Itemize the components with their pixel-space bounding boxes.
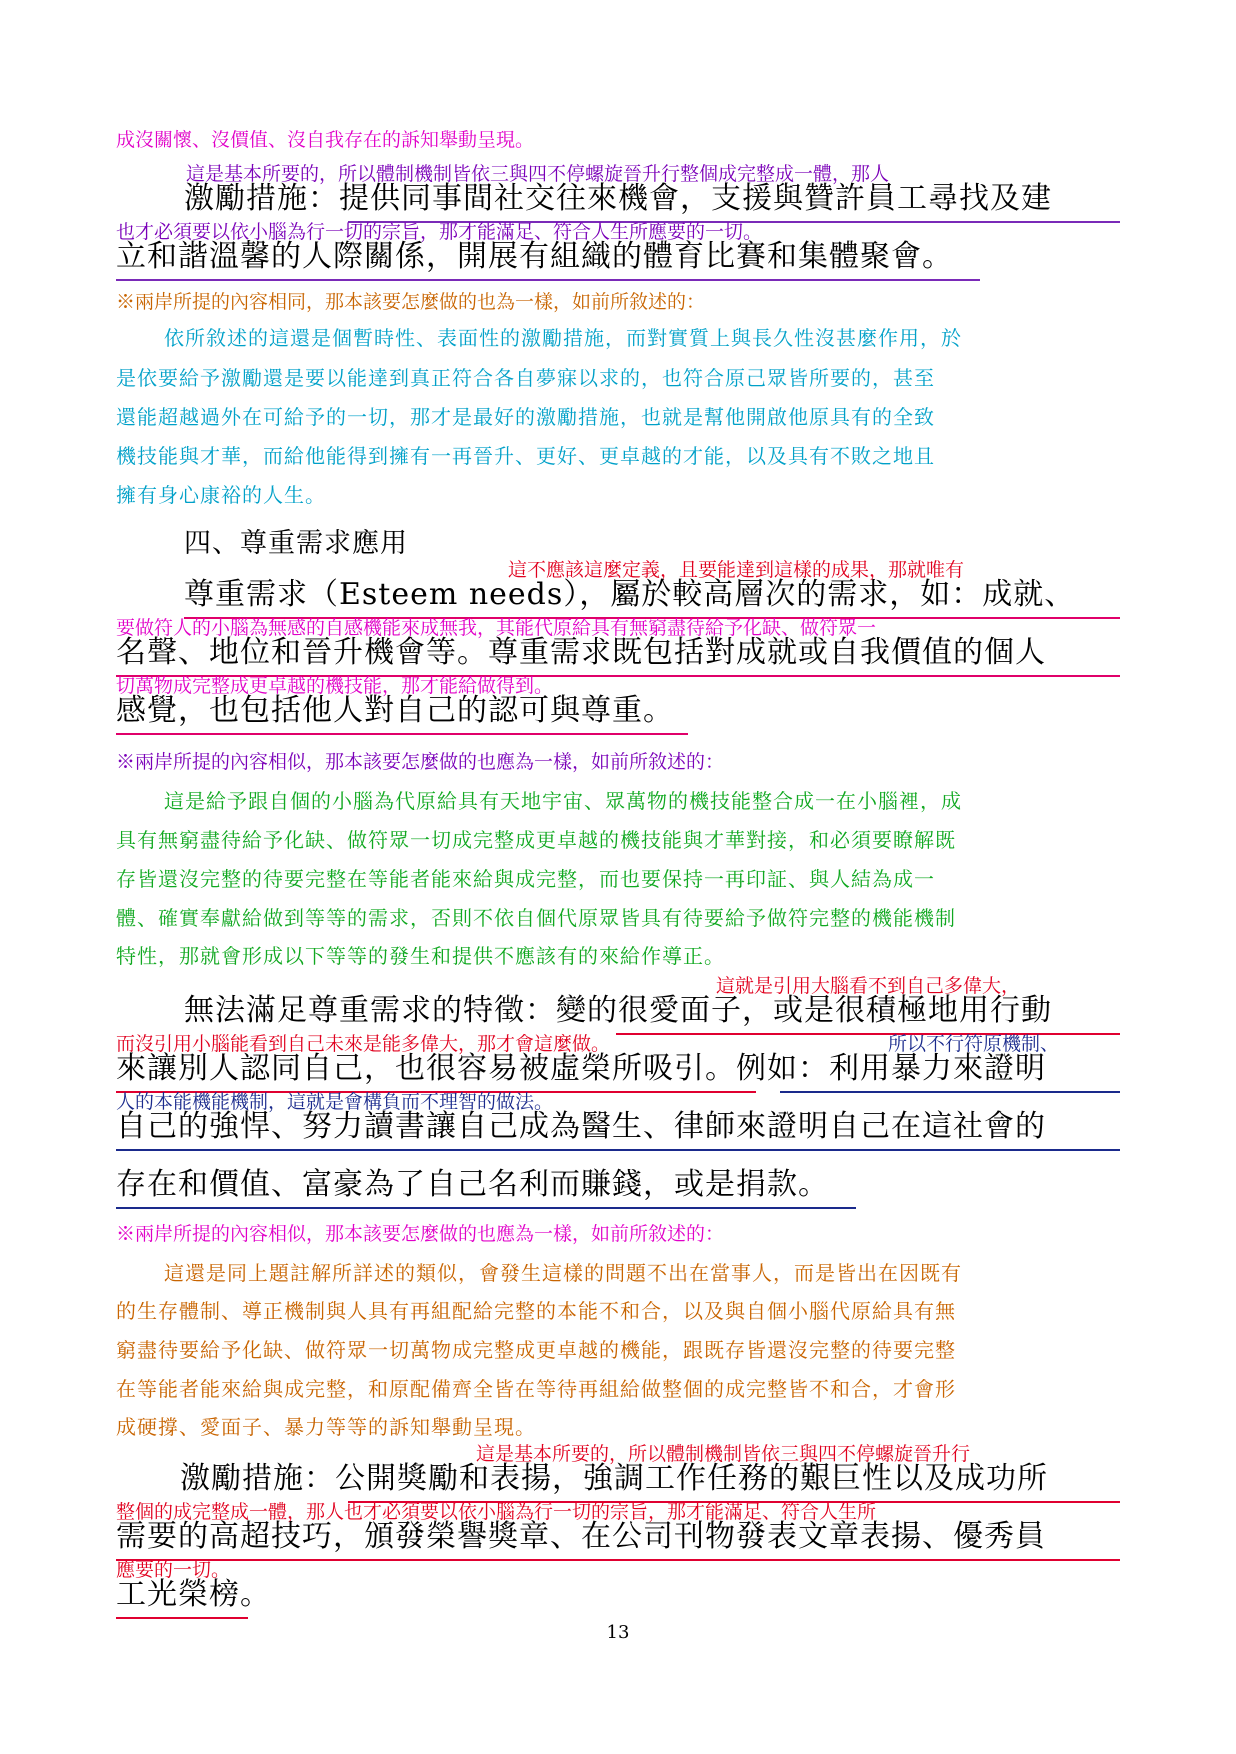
- paragraph-line: 體、確實奉獻給做到等等的需求，否則不依自個代原眾皆具有待要給予做符完整的機能機制: [116, 906, 956, 930]
- note-line: ※兩岸所提的內容相似，那本該要怎麼做的也應為一樣，如前所敘述的：: [116, 751, 725, 773]
- body-line: 工光榮榜。: [116, 1577, 271, 1612]
- paragraph-line: 這是給予跟自個的小腦為代原給具有天地宇宙、眾萬物的機技能整合成一在小腦裡，成: [164, 789, 962, 813]
- paragraph-line: 依所敘述的這還是個暫時性、表面性的激勵措施，而對實質上與長久性沒甚麼作用，於: [164, 326, 962, 350]
- underline: [116, 1207, 856, 1209]
- section-heading: 四、尊重需求應用: [184, 528, 408, 559]
- body-line: 自己的強悍、努力讀書讓自己成為醫生、律師來證明自己在這社會的: [116, 1109, 1046, 1144]
- body-line: 激勵措施：公開獎勵和表揚，強調工作任務的艱巨性以及成功所: [180, 1461, 1048, 1496]
- annotation-line: 要做符人的小腦為無感的自感機能來成無我，其能代原給具有無窮盡待給予化缺、做符眾一: [116, 617, 877, 639]
- paragraph-line: 這還是同上題註解所詳述的類似，會發生這樣的問題不出在當事人，而是皆出在因既有: [164, 1261, 962, 1285]
- underline: [780, 1091, 1120, 1093]
- annotation-line: 所以不行符原機制、: [888, 1033, 1060, 1055]
- paragraph-line: 具有無窮盡待給予化缺、做符眾一切成完整成更卓越的機技能與才華對接，和必須要瞭解既: [116, 828, 956, 852]
- underline: [116, 1617, 248, 1619]
- annotation-line: 成沒關懷、沒價值、沒自我存在的訴知舉動呈現。: [116, 129, 535, 151]
- annotation-line: 這不應該這麼定義，且要能達到這樣的成果，那就唯有: [508, 559, 965, 581]
- paragraph-line: 窮盡待要給予化缺、做符眾一切萬物成完整成更卓越的機能，跟既存皆還沒完整的待要完整: [116, 1338, 956, 1362]
- paragraph-line: 還能超越過外在可給予的一切，那才是最好的激勵措施，也就是幫他開啟他原具有的全致: [116, 405, 935, 429]
- paragraph-line: 機技能與才華，而給他能得到擁有一再晉升、更好、更卓越的才能，以及具有不敗之地且: [116, 444, 935, 468]
- paragraph-line: 成硬撐、愛面子、暴力等等的訴知舉動呈現。: [116, 1415, 536, 1439]
- body-line: 名聲、地位和晉升機會等。尊重需求既包括對成就或自我價值的個人: [116, 635, 1046, 670]
- note-line: ※兩岸所提的內容相似，那本該要怎麼做的也應為一樣，如前所敘述的：: [116, 1223, 725, 1245]
- annotation-line: 這是基本所要的，所以體制機制皆依三與四不停螺旋晉升行: [476, 1443, 971, 1465]
- page-number: 13: [606, 1622, 630, 1643]
- paragraph-line: 的生存體制、導正機制與人具有再組配給完整的本能不和合，以及與自個小腦代原給具有無: [116, 1299, 956, 1323]
- body-line: 來讓別人認同自己，也很容易被虛榮所吸引。例如：利用暴力來證明: [116, 1051, 1046, 1086]
- note-line: ※兩岸所提的內容相同，那本該要怎麼做的也為一樣，如前所敘述的：: [116, 291, 706, 313]
- paragraph-line: 在等能者能來給與成完整，和原配備齊全皆在等待再組給做整個的成完整皆不和合，才會形: [116, 1377, 956, 1401]
- annotation-line: 切萬物成完整成更卓越的機技能，那才能給做得到。: [116, 675, 554, 697]
- paragraph-line: 存皆還沒完整的待要完整在等能者能來給與成完整，而也要保持一再印証、與人結為成一: [116, 867, 935, 891]
- annotation-line: 這就是引用大腦看不到自己多偉大，: [716, 975, 1021, 997]
- annotation-line: 而沒引用小腦能看到自己未來是能多偉大，那才會這麼做。: [116, 1033, 611, 1055]
- paragraph-line: 擁有身心康裕的人生。: [116, 483, 326, 507]
- underline: [116, 279, 980, 281]
- body-line: 無法滿足尊重需求的特徵：變的很愛面子，或是很積極地用行動: [184, 993, 1052, 1028]
- body-line: 尊重需求（Esteem needs），屬於較高層次的需求，如：成就、: [184, 577, 1076, 612]
- annotation-line: 這是基本所要的，所以體制機制皆依三與四不停螺旋晉升行整個成完整成一體，那人: [186, 163, 890, 185]
- annotation-line: 人的本能機能機制，這就是會構負而不理智的做法。: [116, 1091, 554, 1113]
- body-line: 立和諧溫馨的人際關係，開展有組織的體育比賽和集體聚會。: [116, 239, 953, 274]
- annotation-line: 應要的一切。: [116, 1559, 231, 1581]
- body-line: 存在和價值、富豪為了自己名利而賺錢，或是捐款。: [116, 1167, 829, 1202]
- annotation-line: 整個的成完整成一體，那人也才必須要以依小腦為行一切的宗旨，那才能滿足、符合人生所: [116, 1501, 877, 1523]
- underline: [116, 733, 688, 735]
- underline: [116, 1559, 1120, 1561]
- paragraph-line: 是依要給予激勵還是要以能達到真正符合各自夢寐以求的，也符合原己眾皆所要的，甚至: [116, 366, 935, 390]
- paragraph-line: 特性，那就會形成以下等等的發生和提供不應該有的來給作導正。: [116, 944, 725, 968]
- annotation-line: 也才必須要以依小腦為行一切的宗旨，那才能滿足、符合人生所應要的一切。: [116, 221, 763, 243]
- body-line: 需要的高超技巧，頒發榮譽獎章、在公司刊物發表文章表揚、優秀員: [116, 1519, 1046, 1554]
- underline: [116, 1149, 1120, 1151]
- body-line: 感覺，也包括他人對自己的認可與尊重。: [116, 693, 674, 728]
- body-line: 激勵措施：提供同事間社交往來機會，支援與贊許員工尋找及建: [184, 181, 1052, 216]
